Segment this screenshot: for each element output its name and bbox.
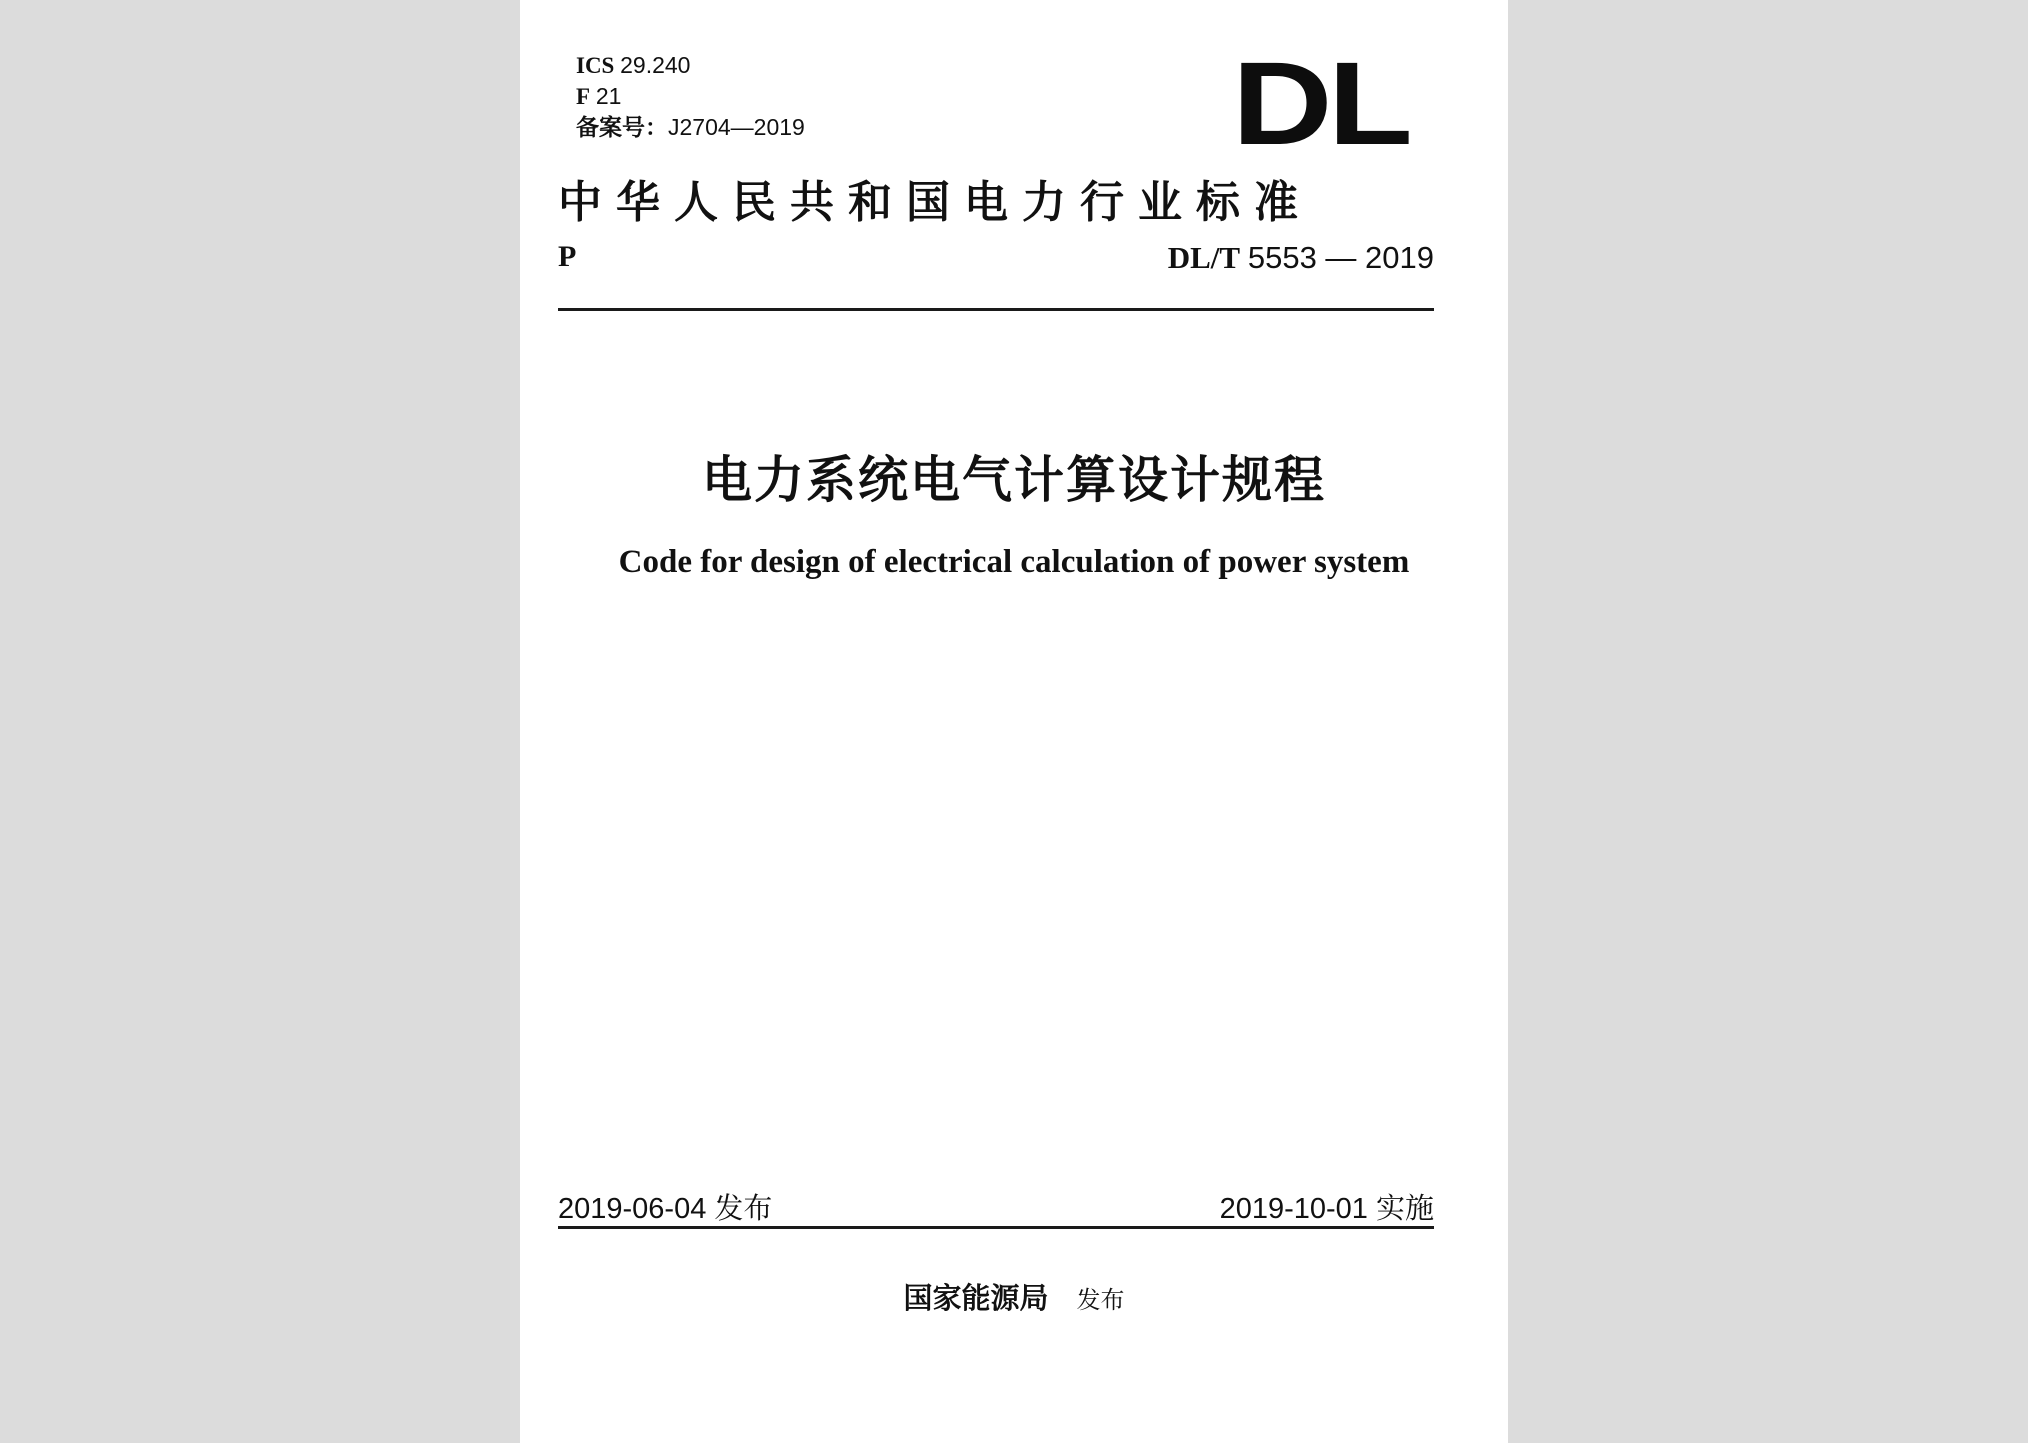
- standard-metadata: [576, 50, 805, 143]
- document-page: [520, 0, 1508, 1443]
- publisher-organization: 国家能源局: [903, 1281, 1049, 1315]
- classification-value: 21: [595, 83, 622, 109]
- dl-logo: DL: [1232, 38, 1409, 170]
- publisher-action: 发布: [1076, 1286, 1125, 1314]
- bottom-divider: [558, 1226, 1434, 1229]
- effective-date: 2019-10-01 实施: [1219, 1193, 1434, 1225]
- top-divider: [558, 308, 1434, 311]
- document-title-english: Code for design of electrical calculation of power system: [618, 544, 1410, 580]
- issue-date: 2019-06-04 发布: [558, 1193, 773, 1225]
- classification-line: [576, 81, 805, 112]
- ics-label: ICS: [576, 53, 615, 78]
- standard-code-number: 5553 — 2019: [1247, 240, 1434, 275]
- classification-label: F: [576, 84, 591, 109]
- document-title-chinese: 电力系统电气计算设计规程: [702, 451, 1326, 509]
- dates-row: [558, 1186, 1434, 1225]
- ics-value: 29.240: [620, 52, 691, 78]
- record-value: J2704—2019: [668, 114, 805, 140]
- ics-line: [576, 50, 805, 81]
- record-label: 备案号：: [576, 115, 668, 140]
- code-row: [558, 240, 1434, 280]
- standard-type-heading: 中华人民共和国电力行业标准: [558, 177, 1312, 228]
- standard-code: [1168, 240, 1434, 276]
- category-letter: P: [558, 240, 577, 273]
- record-line: [576, 112, 805, 143]
- publisher-line: [520, 1276, 1508, 1317]
- standard-code-prefix: DL/T: [1167, 240, 1241, 275]
